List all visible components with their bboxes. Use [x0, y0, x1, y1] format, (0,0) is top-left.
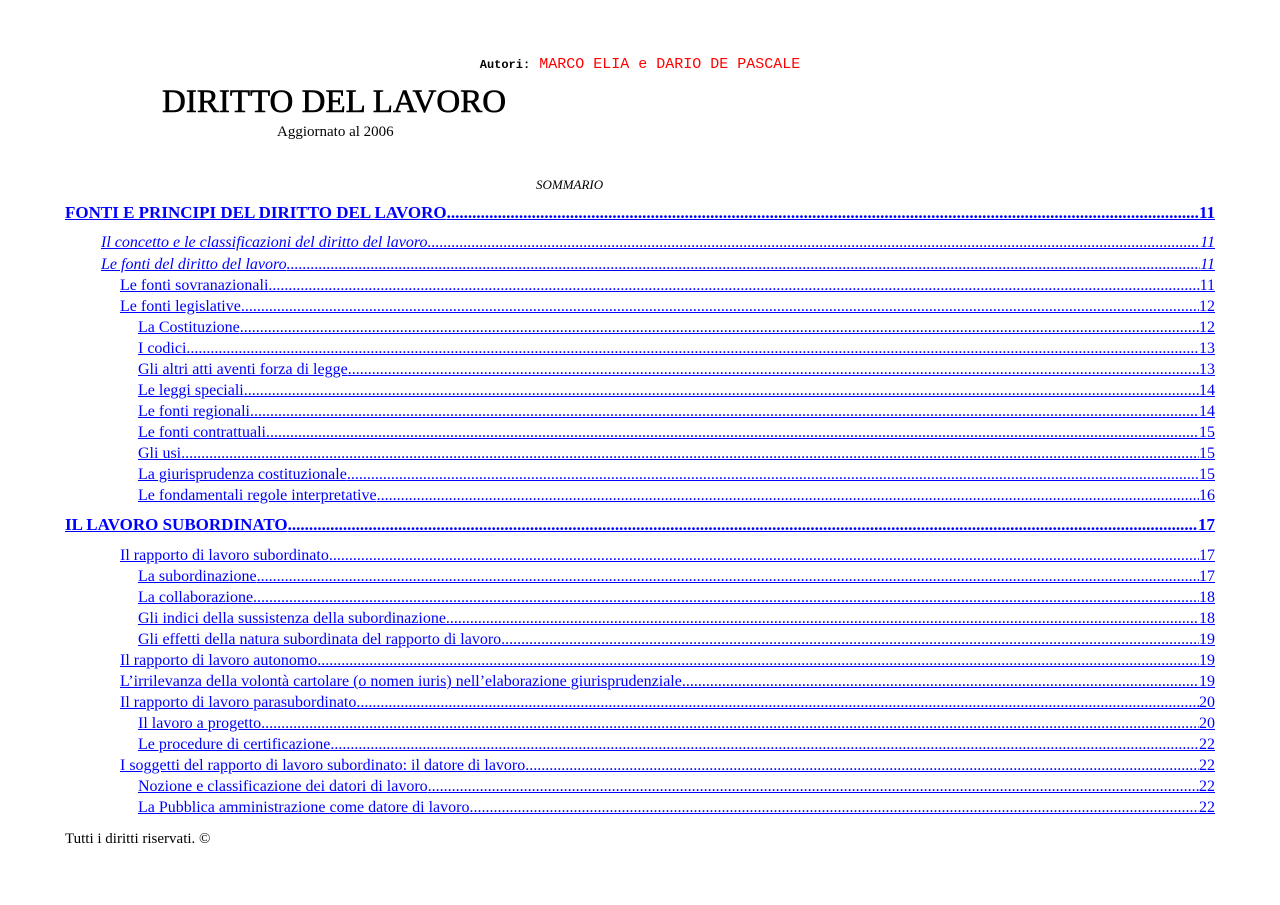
- toc-leader-dots: [253, 588, 1199, 607]
- toc-entry-page: 11: [1198, 203, 1215, 222]
- toc-entry-title: FONTI E PRINCIPI DEL DIRITTO DEL LAVORO: [65, 203, 447, 222]
- toc-entry[interactable]: [120, 297, 1215, 316]
- toc-entry[interactable]: [138, 465, 1215, 484]
- toc-entry-page: 19: [1199, 652, 1215, 669]
- toc-entry-title: Gli indici della sussistenza della subordinazione: [138, 610, 446, 627]
- toc-entry[interactable]: [138, 567, 1215, 586]
- toc-entry-page: 20: [1199, 715, 1215, 732]
- toc-entry[interactable]: [138, 714, 1215, 733]
- toc-leader-dots: [427, 233, 1200, 252]
- toc-entry-page: 16: [1199, 487, 1215, 504]
- toc-leader-dots: [288, 515, 1198, 534]
- toc-leader-dots: [268, 276, 1199, 295]
- document-subtitle: Aggiornato al 2006: [277, 124, 394, 140]
- toc-leader-dots: [356, 693, 1199, 712]
- toc-entry-page: 18: [1199, 610, 1215, 627]
- toc-entry-title: Nozione e classificazione dei datori di lavoro: [138, 778, 428, 795]
- toc-entry-title: Le procedure di certificazione: [138, 736, 331, 753]
- toc-entry-page: 14: [1199, 403, 1215, 420]
- toc-entry-page: 15: [1199, 466, 1215, 483]
- toc-leader-dots: [428, 777, 1199, 796]
- toc-leader-dots: [244, 381, 1199, 400]
- toc-entry-title: Le fonti legislative: [120, 298, 241, 315]
- toc-entry[interactable]: [138, 423, 1215, 442]
- toc-entry-title: La Costituzione: [138, 319, 240, 336]
- toc-entry-page: 14: [1199, 382, 1215, 399]
- toc-entry-page: 19: [1199, 673, 1215, 690]
- toc-leader-dots: [377, 486, 1199, 505]
- copyright-notice: Tutti i diritti riservati. ©: [65, 831, 211, 847]
- toc-entry-title: Le fonti sovranazionali: [120, 277, 269, 294]
- toc-entry-title: Le fonti contrattuali: [138, 424, 266, 441]
- toc-entry-title: L’irrilevanza della volontà cartolare (o nomen iuris) nell’elaborazione giurisprudenziale: [120, 673, 682, 690]
- toc-entry[interactable]: [138, 609, 1215, 628]
- toc-leader-dots: [250, 402, 1199, 421]
- toc-entry-title: La Pubblica amministrazione come datore di lavoro: [138, 799, 470, 816]
- toc-entry[interactable]: [138, 735, 1215, 754]
- toc-entry[interactable]: [138, 360, 1215, 379]
- toc-entry[interactable]: [120, 693, 1215, 712]
- toc-entry-page: 22: [1199, 736, 1215, 753]
- toc-entry-page: 12: [1199, 319, 1215, 336]
- toc-entry[interactable]: [120, 276, 1215, 295]
- toc-leader-dots: [287, 255, 1201, 274]
- toc-leader-dots: [240, 318, 1199, 337]
- toc-entry[interactable]: [120, 672, 1215, 691]
- toc-leader-dots: [181, 444, 1199, 463]
- document-title: DIRITTO DEL LAVORO: [162, 84, 507, 120]
- toc-entry-title: Gli usi: [138, 445, 182, 462]
- toc-entry-title: Gli effetti della natura subordinata del rapporto di lavoro: [138, 631, 502, 648]
- toc-entry-page: 20: [1199, 694, 1215, 711]
- toc-entry[interactable]: [138, 402, 1215, 421]
- toc-entry-page: 22: [1199, 799, 1215, 816]
- toc-entry[interactable]: [138, 318, 1215, 337]
- toc-entry-page: 19: [1199, 631, 1215, 648]
- toc-leader-dots: [241, 297, 1199, 316]
- toc-entry-title: Le fonti del diritto del lavoro: [101, 256, 287, 273]
- toc-entry[interactable]: [120, 651, 1215, 670]
- toc-leader-dots: [348, 360, 1199, 379]
- authors-label: Autori:: [479, 58, 531, 72]
- toc-leader-dots: [329, 546, 1199, 565]
- toc-entry-page: 11: [1199, 277, 1215, 294]
- toc-entry[interactable]: [120, 756, 1215, 775]
- toc-entry-title: I codici: [138, 340, 187, 357]
- toc-entry[interactable]: [101, 233, 1215, 252]
- toc-entry[interactable]: [138, 777, 1215, 796]
- toc-entry-page: 17: [1199, 547, 1215, 564]
- toc-leader-dots: [261, 714, 1199, 733]
- authors-names: MARCO ELIA e DARIO DE PASCALE: [539, 56, 801, 73]
- toc-entry-title: Le leggi speciali: [138, 382, 244, 399]
- toc-entry-title: La giurisprudenza costituzionale: [138, 466, 347, 483]
- toc-entry-title: IL LAVORO SUBORDINATO: [65, 515, 288, 534]
- toc-entry[interactable]: [138, 486, 1215, 505]
- toc-entry-page: 15: [1199, 424, 1215, 441]
- toc-entry-title: La subordinazione: [138, 568, 257, 585]
- toc-entry-title: Il lavoro a progetto: [138, 715, 262, 732]
- toc-entry-title: I soggetti del rapporto di lavoro subordinato: il datore di lavoro: [120, 757, 526, 774]
- toc-entry-title: Il rapporto di lavoro autonomo: [120, 652, 318, 669]
- toc-entry[interactable]: [138, 339, 1215, 358]
- toc-entry[interactable]: [65, 203, 1215, 222]
- toc-entry-title: Il rapporto di lavoro subordinato: [120, 547, 329, 564]
- toc-leader-dots: [501, 630, 1199, 649]
- toc-entry-page: 13: [1199, 361, 1215, 378]
- toc-entry-page: 12: [1199, 298, 1215, 315]
- toc-heading: SOMMARIO: [536, 177, 604, 192]
- toc-entry-page: 22: [1199, 778, 1215, 795]
- toc-leader-dots: [525, 756, 1199, 775]
- toc-entry-page: 15: [1199, 445, 1215, 462]
- toc-entry-title: Gli altri atti aventi forza di legge: [138, 361, 348, 378]
- toc-entry[interactable]: [138, 630, 1215, 649]
- toc-leader-dots: [682, 672, 1199, 691]
- toc-entry[interactable]: [65, 515, 1215, 534]
- toc-entry-page: 11: [1200, 234, 1215, 251]
- toc-entry-title: Il rapporto di lavoro parasubordinato: [120, 694, 357, 711]
- toc-leader-dots: [266, 423, 1199, 442]
- toc-entry[interactable]: [138, 444, 1215, 463]
- toc-entry-title: Le fondamentali regole interpretative: [138, 487, 377, 504]
- toc-entry-page: 18: [1199, 589, 1215, 606]
- toc-entry-page: 22: [1199, 757, 1215, 774]
- toc-entry-title: La collaborazione: [138, 589, 254, 606]
- toc-entry[interactable]: [138, 588, 1215, 607]
- toc-entry-page: 13: [1199, 340, 1215, 357]
- toc-leader-dots: [447, 203, 1199, 222]
- toc-leader-dots: [347, 465, 1199, 484]
- toc-entry-title: Le fonti regionali: [138, 403, 250, 420]
- toc-entry-page: 17: [1199, 568, 1215, 585]
- toc-entry[interactable]: [138, 798, 1215, 817]
- toc-entry-page: 11: [1200, 256, 1215, 273]
- toc-leader-dots: [446, 609, 1199, 628]
- toc-leader-dots: [257, 567, 1199, 586]
- toc-leader-dots: [186, 339, 1199, 358]
- toc-entry-title: Il concetto e le classificazioni del diritto del lavoro: [101, 234, 428, 251]
- toc-leader-dots: [330, 735, 1199, 754]
- toc-entry[interactable]: [120, 546, 1215, 565]
- toc-leader-dots: [317, 651, 1199, 670]
- toc-leader-dots: [469, 798, 1199, 817]
- toc-entry[interactable]: [101, 255, 1215, 274]
- toc-entry[interactable]: [138, 381, 1215, 400]
- toc-entry-page: 17: [1198, 515, 1215, 534]
